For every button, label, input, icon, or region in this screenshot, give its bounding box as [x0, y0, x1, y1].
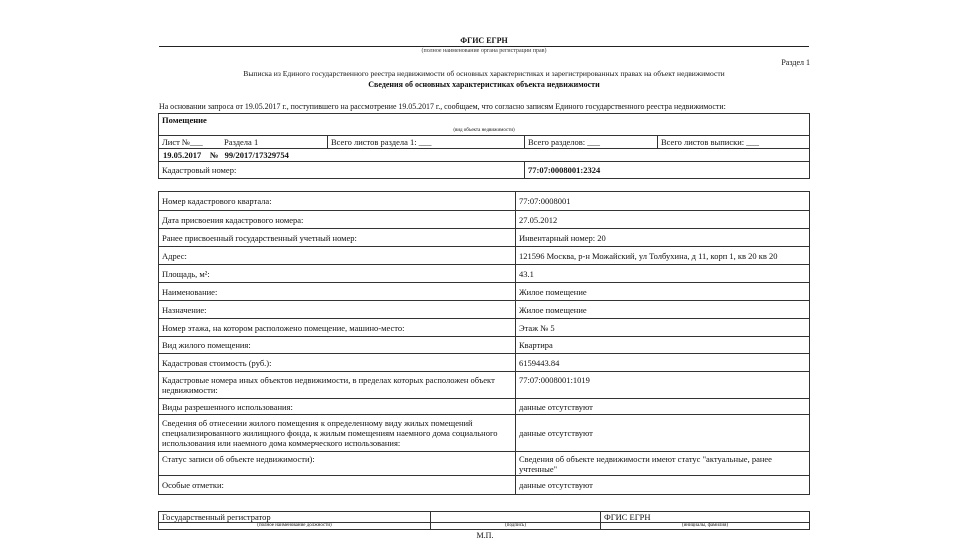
table-row — [159, 337, 810, 354]
sheet-no: Лист №___ — [159, 136, 222, 149]
row-label: Площадь, м²: — [159, 265, 516, 283]
registrar-signature — [431, 512, 601, 523]
characteristics-table — [158, 191, 810, 495]
row-value: Жилое помещение — [516, 283, 810, 301]
sheets-total: Всего листов выписки: ___ — [658, 136, 810, 149]
row-label: Дата присвоения кадастрового номера: — [159, 211, 516, 229]
row-label: Адрес: — [159, 247, 516, 265]
row-label: Особые отметки: — [159, 476, 516, 495]
object-header-table — [158, 113, 810, 179]
intro-text: На основании запроса от 19.05.2017 г., поступившего на рассмотрение 19.05.2017 г., сообщаем, что согласно записям Единого государственного реестра недвижимости: — [159, 102, 726, 111]
table-row — [159, 354, 810, 372]
registrar-org: ФГИС ЕГРН — [601, 512, 810, 523]
row-value: данные отсутствуют — [516, 415, 810, 452]
section-no: Раздела 1 — [221, 136, 328, 149]
row-value: 77:07:0008001:1019 — [516, 372, 810, 399]
row-value: 121596 Москва, р-н Можайский, ул Толбухина, д 11, корп 1, кв 20 кв 20 — [516, 247, 810, 265]
table-row — [159, 283, 810, 301]
row-value: Жилое помещение — [516, 301, 810, 319]
sections-total: Всего разделов: ___ — [525, 136, 658, 149]
row-label: Наименование: — [159, 283, 516, 301]
doc-title: Выписка из Единого государственного реестра недвижимости об основных характеристиках и зарегистрированных правах на объект недвижимости — [243, 69, 725, 78]
row-value: Этаж № 5 — [516, 319, 810, 337]
extract-number: 99/2017/17329754 — [224, 150, 289, 160]
registrar-position: Государственный регистратор — [159, 512, 431, 523]
table-row — [159, 211, 810, 229]
table-row — [159, 301, 810, 319]
table-row — [159, 192, 810, 211]
row-value: данные отсутствуют — [516, 399, 810, 415]
number-sign: № — [209, 150, 219, 160]
org-caption: (полное наименование органа регистрации прав) — [421, 48, 547, 54]
row-label: Сведения об отнесении жилого помещения к определенному виду жилых помещений специализированного жилищного фонда, к жилым помещениям наемного дома социального использования или наемного дома коммерческого использования: — [159, 415, 516, 452]
table-row — [159, 265, 810, 283]
object-caption: (вид объекта недвижимости) — [159, 126, 810, 136]
table-row — [159, 229, 810, 247]
row-value: Сведения об объекте недвижимости имеют статус "актуальные, ранее учтенные" — [516, 452, 810, 476]
row-value: 6159443.84 — [516, 354, 810, 372]
row-label: Статус записи об объекте недвижимости): — [159, 452, 516, 476]
row-label: Ранее присвоенный государственный учетный номер: — [159, 229, 516, 247]
row-value: данные отсутствуют — [516, 476, 810, 495]
table-row — [159, 319, 810, 337]
table-row — [159, 372, 810, 399]
row-label: Номер кадастрового квартала: — [159, 192, 516, 211]
divider — [159, 46, 809, 47]
sheets-in-section: Всего листов раздела 1: ___ — [328, 136, 525, 149]
table-row — [159, 399, 810, 415]
extract-date: 19.05.2017 — [163, 150, 202, 160]
table-row — [159, 415, 810, 452]
row-label: Номер этажа, на котором расположено помещение, машино-место: — [159, 319, 516, 337]
stamp-mark: М.П. — [476, 531, 494, 540]
table-row — [159, 476, 810, 495]
extract-number-row — [159, 149, 810, 162]
cadastral-value: 77:07:0008001:2324 — [525, 162, 810, 179]
signature-table — [158, 511, 810, 530]
object-type: Помещение — [159, 114, 810, 126]
cadastral-label: Кадастровый номер: — [159, 162, 525, 179]
caption-signature: (подпись) — [431, 523, 601, 530]
row-label: Кадастровая стоимость (руб.): — [159, 354, 516, 372]
row-value: Квартира — [516, 337, 810, 354]
org-name: ФГИС ЕГРН — [460, 36, 508, 45]
doc-subtitle: Сведения об основных характеристиках объекта недвижимости — [368, 80, 600, 89]
section-label: Раздел 1 — [781, 58, 810, 67]
table-row — [159, 452, 810, 476]
caption-position: (полное наименование должности) — [159, 523, 431, 530]
row-label: Виды разрешенного использования: — [159, 399, 516, 415]
row-value: 27.05.2012 — [516, 211, 810, 229]
row-value: Инвентарный номер: 20 — [516, 229, 810, 247]
row-value: 77:07:0008001 — [516, 192, 810, 211]
table-row — [159, 247, 810, 265]
row-label: Кадастровые номера иных объектов недвижимости, в пределах которых расположен объект недвижимости: — [159, 372, 516, 399]
caption-initials: (инициалы, фамилия) — [601, 523, 810, 530]
row-value: 43.1 — [516, 265, 810, 283]
row-label: Вид жилого помещения: — [159, 337, 516, 354]
row-label: Назначение: — [159, 301, 516, 319]
